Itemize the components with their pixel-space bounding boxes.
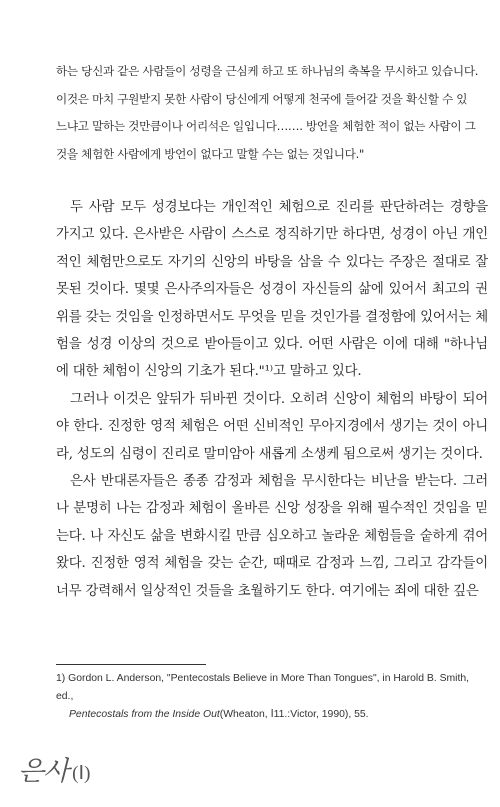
footnote-source-line xyxy=(56,706,488,724)
body-text xyxy=(56,194,488,605)
footnote-book-title: Pentecostals from the Inside Out xyxy=(69,709,220,720)
footnote-publisher: (Wheaton, Ⅰ11.:Victor, 1990), 55. xyxy=(219,709,369,720)
footer-volume-number: (Ⅰ) xyxy=(72,763,91,784)
footnote xyxy=(56,670,488,724)
quote-line: 것을 체험한 사람에게 방언이 없다고 말할 수는 없는 것입니다." xyxy=(56,146,364,161)
footer-book-title: 은사 xyxy=(18,756,69,787)
quoted-passage xyxy=(56,58,488,168)
body-paragraph: 은사 반대론자들은 종종 감정과 체험을 무시한다는 비난을 받는다. 그러나 분명히 나는 감정과 체험이 올바른 신앙 성장을 위해 필수적인 것임을 믿는다. 나 자신도 삶을 변화시킬 만큼 심오하고 놀라운 체험들을 숱하게 겪어 왔다. 진정한 영적 체험을 갖는 순간, 때때로 감정과 느낌, 그리고 감각들이 너무 강력해서 일상적인 것들을 초월하기도 한다. 여기에는 죄에 대한 깊은 xyxy=(56,474,488,599)
quote-line: 하는 당신과 같은 사람들이 성령을 근심케 하고 또 하나님의 축복을 무시하고 있습니다. xyxy=(56,64,479,78)
body-paragraph: 그러나 이것은 앞뒤가 뒤바뀐 것이다. 오히려 신앙이 체험의 바탕이 되어야 한다. 진정한 영적 체험은 어떤 신비적인 무아지경에서 생기는 것이 아니라, 성도의 심령이 진리로 말미암아 새롭게 소생케 됨으로써 생기는 것이다. xyxy=(56,391,488,462)
footnote-divider xyxy=(56,664,206,665)
body-paragraph: 두 사람 모두 성경보다는 개인적인 체험으로 진리를 판단하려는 경향을 가지고 있다. 은사받은 사람이 스스로 정직하기만 하다면, 성경이 아닌 개인적인 체험만으로도 자기의 신앙의 바탕을 삼을 수 있다는 주장은 절대로 잘못된 것이다. 몇몇 은사주의자들은 성경이 자신들의 삶에 있어서 최고의 권위를 갖는 것임을 인정하면서도 무엇을 믿을 것인가를 결정함에 있어서는 체험을 성경 이상의 것으로 받아들이고 있다. 어떤 사람은 이에 대해 "하나님에 대한 체험이 신앙의 기초가 된다."¹⁾고 말하고 있다. xyxy=(56,200,488,380)
running-footer xyxy=(18,748,90,788)
quote-line: 느냐고 말하는 것만큼이나 어리석은 일입니다……. 방언을 체험한 적이 없는 사람이 그 xyxy=(56,119,476,133)
footnote-citation-line: 1) Gordon L. Anderson, "Pentecostals Believe in More Than Tongues", in Harold B. Smith, ed., xyxy=(56,673,470,702)
quote-line: 이것은 마치 구원받지 못한 사람이 당신에게 어떻게 천국에 들어갈 것을 확신할 수 있 xyxy=(56,91,468,106)
